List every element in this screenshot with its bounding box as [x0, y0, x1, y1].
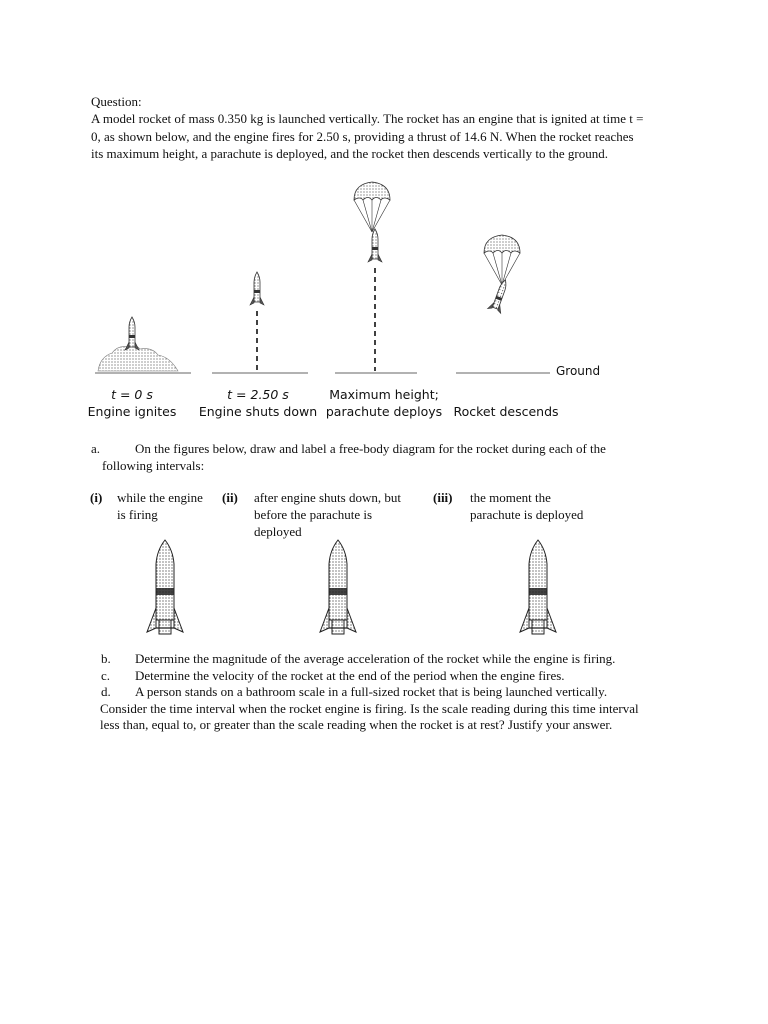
caption-max-height-line1: Maximum height;: [329, 387, 439, 402]
fbd-rockets: [0, 535, 768, 635]
question-line-1: A model rocket of mass 0.350 kg is launched vertically. The rocket has an engine that is ignited at time t =: [91, 111, 644, 126]
parts-bcd: [101, 651, 681, 734]
fbd-rocket-i: [147, 540, 183, 634]
part-a: [91, 440, 681, 474]
caption-max-height: [322, 386, 446, 420]
rocket-descending: [484, 235, 520, 313]
question-heading: Question:: [91, 94, 142, 109]
caption-descends: [446, 386, 566, 420]
caption-shutdown-label: Engine shuts down: [198, 404, 318, 419]
caption-ignite-time: t = 0 s: [111, 387, 153, 402]
part-d-line1: A person stands on a bathroom scale in a full-sized rocket that is being launched vertically.: [135, 684, 608, 699]
caption-shutdown-time: t = 2.50 s: [227, 387, 289, 402]
caption-ignite: [82, 386, 182, 420]
part-b: [101, 651, 681, 668]
caption-max-height-line2: parachute deploys: [325, 404, 443, 419]
interval-i-line2: is firing: [117, 507, 158, 522]
fbd-rocket-ii: [320, 540, 356, 634]
interval-i-num: (i): [90, 490, 103, 505]
interval-ii-line1: after engine shuts down, but: [254, 490, 401, 505]
interval-iii-num: (iii): [433, 490, 453, 505]
part-a-text-1: On the figures below, draw and label a free-body diagram for the rocket during each of the: [135, 441, 606, 456]
question-line-3: its maximum height, a parachute is deployed, and the rocket then descends vertically to the ground.: [91, 146, 608, 161]
rocket-shutdown: [250, 272, 264, 371]
part-d-line3: less than, equal to, or greater than the scale reading when the rocket is at rest? Justify your answer.: [100, 717, 613, 732]
interval-ii-num: (ii): [222, 490, 238, 505]
interval-i-line1: while the engine: [117, 490, 203, 505]
interval-iii: [433, 489, 584, 522]
caption-ignite-label: Engine ignites: [87, 404, 177, 419]
fbd-rocket-iii: [520, 540, 556, 634]
part-b-label: b.: [101, 651, 111, 666]
caption-descends-line1: [446, 386, 566, 403]
part-c: [101, 668, 681, 685]
interval-i: [90, 489, 203, 522]
rocket-flight-figure: [0, 175, 768, 425]
part-d: [101, 684, 681, 701]
caption-shutdown: [196, 386, 320, 420]
part-d-line2: Consider the time interval when the rocket engine is firing. Is the scale reading during this time interval: [100, 700, 639, 716]
interval-ii-line2: before the parachute is: [254, 507, 373, 522]
interval-ii-line3: deployed: [254, 524, 302, 539]
question-text: [91, 110, 681, 163]
caption-descends-line2: Rocket descends: [453, 404, 559, 419]
rocket-ignition: [98, 317, 178, 371]
interval-iii-line2: parachute is deployed: [470, 507, 584, 522]
part-c-text: Determine the velocity of the rocket at the end of the period when the engine fires.: [135, 667, 565, 683]
part-a-label: a.: [91, 441, 101, 456]
part-c-label: c.: [101, 667, 111, 683]
question-line-2: 0, as shown below, and the engine fires for 2.50 s, providing a thrust of 14.6 N. When the rocket reaches: [91, 128, 634, 144]
ground-label: Ground: [556, 364, 601, 378]
part-a-text-2: following intervals:: [102, 458, 205, 473]
interval-iii-line1: the moment the: [470, 490, 551, 505]
rocket-max-height: [354, 182, 390, 371]
part-d-label: d.: [101, 684, 111, 699]
part-b-text: Determine the magnitude of the average acceleration of the rocket while the engine is firing.: [135, 651, 616, 666]
interval-ii: [222, 489, 401, 539]
